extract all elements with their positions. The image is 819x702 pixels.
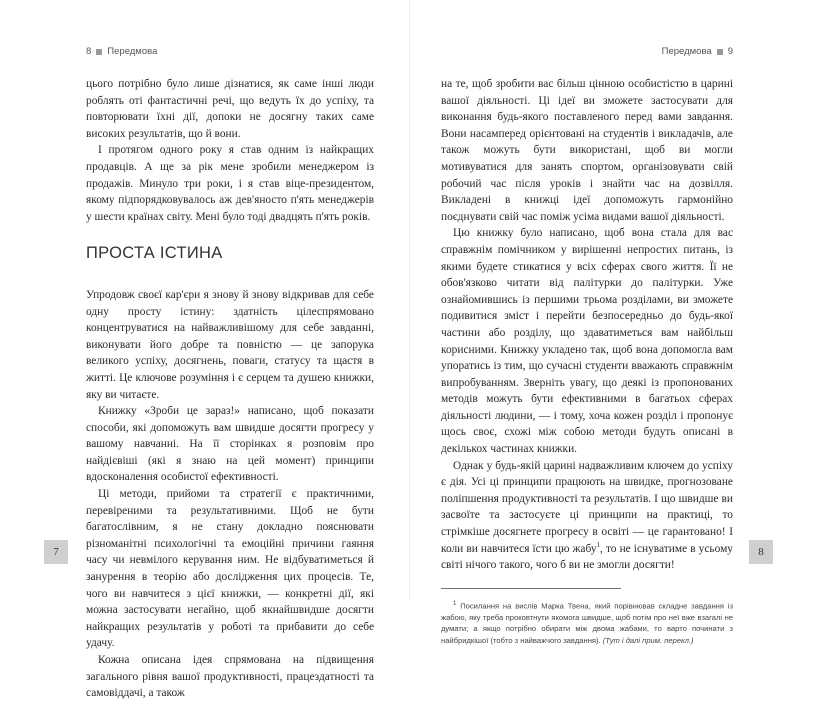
header-square-icon	[96, 49, 102, 55]
paragraph: на те, щоб зробити вас більш цінною особистістю в царині вашої діяльності. Ці ідеї ви зможете застосувати для виконання будь-якого поставленого перед вами завдання. Вони насамперед орієнтовані на студентів і викладачів, але також можуть бути використані, щоб ви могли мотивуватися для занять спортом, організовувати свій робочий час після уроків і знайти час на дозвілля. Викладені в книжці ідеї допоможуть гармонійно поєднувати свій час поміж усіма видами вашої діяльності.	[441, 78, 733, 223]
footnote-marker: 1	[453, 600, 457, 607]
paragraph-text-end: , то не існуватиме в усьому світі нічого такого, чого б ви не змогли досягти!	[441, 542, 733, 572]
paragraph: Цю книжку було написано, щоб вона стала для вас справжнім помічником у вирішенні непростих питань, із якими будете стикатися у всіх сферах свого життя. Її не обов'язково читати від палітурки до палітурки. Уже ознайомившись із першими трьома розділами, ви зможете подивитися зміст і перейти безпосередньо до будь-якої частини або розділу, що здаватиметься вам найбільш корисними. Книжку укладено так, щоб вона допомогла вам упоратись із тим, що сучасні студенти вважають справжнім випробуванням. Зверніть увагу, що деякі із пропонованих методів можуть бути ефективними в багатьох сферах діяльності людини, — і тому, хоча кожен розділ і пропонує щось своє, схожі між собою методи будуть описані в декількох частинах книжки.	[441, 227, 733, 456]
right-body-text	[441, 76, 733, 646]
right-page	[410, 0, 819, 645]
left-folio-number: 7	[53, 546, 59, 558]
right-header-title: Передмова	[661, 46, 712, 57]
left-body-text	[86, 76, 374, 702]
section-heading: ПРОСТА ІСТИНА	[86, 244, 223, 263]
paragraph-text: Однак у будь-якій царині надважливим ключем до успіху є дія. Усі ці принципи працюють на швидке, прогнозоване поліпшення продуктивності та результатів. І що швидше ви засвоїте та застосуєте ці принципи на практиці, то стрімкіше досягнете прогресу в освіті — це гарантовано! І коли ви навчитеся їсти цю жабу	[441, 459, 733, 555]
paragraph: Книжку «Зроби це зараз!» написано, щоб показати способи, які допоможуть вам швидше досягти прогресу у вашому навчанні. На її сторінках я розповім про найдієвіші (які я знаю на цей момент) принципи вдосконалення особистої ефективності.	[86, 405, 374, 484]
paragraph	[441, 458, 733, 574]
left-header-page-number: 8	[86, 46, 92, 57]
paragraph: Упродовж своєї кар'єри я знову й знову відкривав для себе одну просту істину: здатність цілеспрямовано концентруватися на найважливішому для себе завданні, виконувати його добре та повністю — це запорука великого успіху, досягнень, поваги, статусу та щастя в житті. Це ключове розуміння і є серцем та душею книжки, яку ви читаєте.	[86, 288, 374, 401]
footnote-translator-note: (Тут і далі прим. перекл.)	[602, 635, 694, 645]
paragraph: Кожна описана ідея спрямована на підвищення загального рівня вашої продуктивності, працездатності та самовіддачі, а також	[86, 654, 374, 700]
right-header-page-number: 9	[727, 46, 733, 57]
paragraph: цього потрібно було лише дізнатися, як саме інші люди роблять оті фантастичні речі, що ведуть їх до успіху, та повторювати їхні дії, допоки не досягну таких саме високих результатів, що й вони.	[86, 78, 374, 140]
footnote-rule	[441, 588, 621, 589]
right-folio-number: 8	[758, 546, 764, 558]
footnote-text: Посилання на вислів Марка Твена, який порівнював складне завдання із жабою, яку треба проковтнути якомога швидше, щоб потім про неї вже взагалі не думати; а якщо потрібно обирати між двома жабами, то варто починати з найбридкішої (тобто з найважчого завдання).	[441, 601, 733, 645]
left-folio-tab	[44, 540, 68, 564]
footnote	[441, 599, 733, 646]
paragraph: Ці методи, прийоми та стратегії є практичними, перевіреними та результативними. Щоб не бути багатослівним, я не стану докладно пояснювати різноманітні психологічні та емоційні причини гаяння часу чи невмілого керування ним. Не відбуватиметься й занурення в теорію або дослідження цих процесів. Те, чого ви навчитеся з цієї книжки, — конкретні дії, які можна застосувати негайно, щоб якнайшвидше досягти найкращих результатів у роботі та прибавити до себе удачу.	[86, 488, 374, 650]
right-folio-tab	[749, 540, 773, 564]
header-square-icon	[717, 49, 723, 55]
left-page	[0, 0, 410, 700]
right-running-head	[662, 46, 733, 57]
left-running-head	[86, 46, 157, 57]
paragraph: І протягом одного року я став одним із найкращих продавців. А ще за рік мене зробили менеджером із продажів. Минуло три роки, і я став віце-президентом, якому підпорядковувалось аж дев'яносто п'ять менеджерів у шести країнах світу. Мені було тоді двадцять п'ять років.	[86, 144, 374, 223]
left-header-title: Передмова	[107, 46, 158, 57]
footnote-reference: 1	[596, 540, 601, 549]
